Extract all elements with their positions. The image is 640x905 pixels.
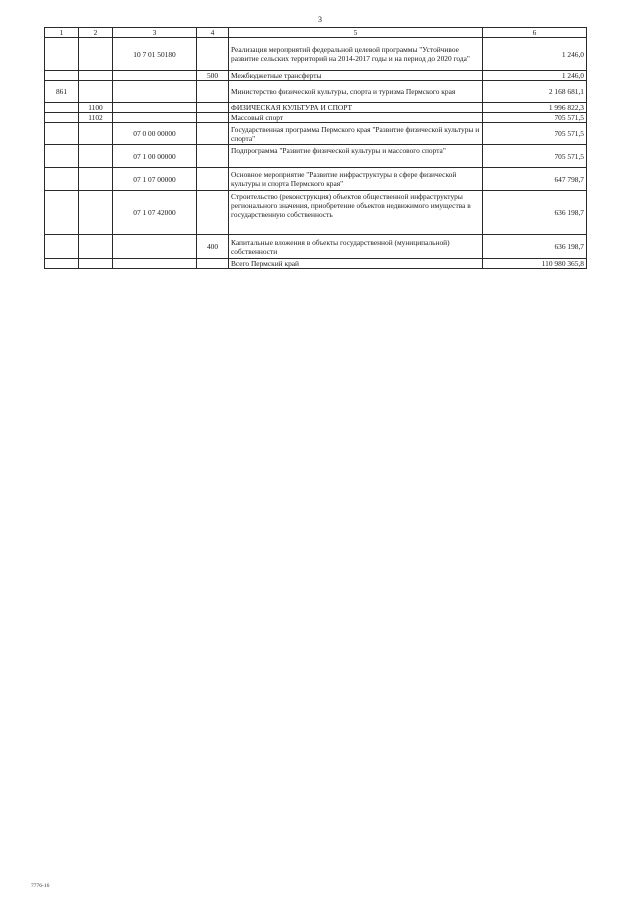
cell-target-item [113,103,197,113]
cell-agency [45,235,79,259]
cell-description: Межбюджетные трансферты [229,71,483,81]
table-row [45,113,587,123]
cell-expense-type: 400 [197,235,229,259]
cell-agency [45,71,79,81]
cell-amount: 2 168 681,1 [483,81,587,103]
header-col-6: 6 [483,28,587,38]
cell-expense-type [197,191,229,235]
cell-amount: 636 198,7 [483,191,587,235]
cell-section: 1100 [79,103,113,113]
cell-section [79,38,113,71]
cell-agency [45,123,79,145]
cell-section [79,71,113,81]
cell-section [79,259,113,269]
cell-description: Строительство (реконструкция) объектов общественной инфраструктуры регионального значения, приобретение объектов недвижимого имущества в государственную собственность [229,191,483,235]
cell-description: ФИЗИЧЕСКАЯ КУЛЬТУРА И СПОРТ [229,103,483,113]
cell-target-item [113,71,197,81]
cell-section [79,168,113,191]
table-row [45,71,587,81]
cell-target-item: 07 1 00 00000 [113,145,197,168]
cell-expense-type [197,113,229,123]
cell-description: Основное мероприятие "Развитие инфраструктуры в сфере физической культуры и спорта Пермского края" [229,168,483,191]
table-row [45,123,587,145]
cell-agency: 861 [45,81,79,103]
cell-amount: 647 798,7 [483,168,587,191]
cell-expense-type [197,168,229,191]
budget-table [44,27,587,269]
cell-description: Реализация мероприятий федеральной целевой программы "Устойчивое развитие сельских территорий на 2014-2017 годы и на период до 2020 года" [229,38,483,71]
cell-amount: 1 996 822,3 [483,103,587,113]
cell-target-item [113,81,197,103]
table-row [45,145,587,168]
cell-target-item [113,113,197,123]
cell-description: Министерство физической культуры, спорта и туризма Пермского края [229,81,483,103]
cell-expense-type [197,259,229,269]
cell-amount: 705 571,5 [483,123,587,145]
cell-agency [45,38,79,71]
cell-expense-type [197,145,229,168]
cell-agency [45,103,79,113]
cell-description: Массовый спорт [229,113,483,123]
cell-target-item [113,235,197,259]
table-row [45,191,587,235]
cell-agency [45,145,79,168]
cell-target-item [113,259,197,269]
cell-section: 1102 [79,113,113,123]
cell-amount: 1 246,0 [483,38,587,71]
footer-document-code: 7776-16 [31,883,50,889]
cell-agency [45,191,79,235]
cell-target-item: 07 1 07 42000 [113,191,197,235]
cell-expense-type [197,38,229,71]
cell-target-item: 07 1 07 00000 [113,168,197,191]
cell-target-item: 10 7 01 50180 [113,38,197,71]
cell-description: Подпрограмма "Развитие физической культуры и массового спорта" [229,145,483,168]
header-col-2: 2 [79,28,113,38]
cell-agency [45,113,79,123]
cell-amount: 705 571,5 [483,113,587,123]
table-row [45,38,587,71]
cell-amount: 705 571,5 [483,145,587,168]
cell-expense-type [197,123,229,145]
header-col-5: 5 [229,28,483,38]
cell-expense-type [197,103,229,113]
cell-agency [45,259,79,269]
header-col-4: 4 [197,28,229,38]
table-row [45,81,587,103]
cell-amount: 1 246,0 [483,71,587,81]
cell-description: Всего Пермский край [229,259,483,269]
cell-amount: 636 198,7 [483,235,587,259]
header-col-3: 3 [113,28,197,38]
page-number: 3 [318,15,322,24]
cell-agency [45,168,79,191]
cell-section [79,123,113,145]
header-row [45,28,587,38]
cell-section [79,81,113,103]
cell-expense-type [197,81,229,103]
cell-amount: 110 980 365,8 [483,259,587,269]
cell-section [79,191,113,235]
cell-section [79,145,113,168]
cell-target-item: 07 0 00 00000 [113,123,197,145]
cell-description: Капитальные вложения в объекты государственной (муниципальной) собственности [229,235,483,259]
cell-expense-type: 500 [197,71,229,81]
header-col-1: 1 [45,28,79,38]
table-row [45,103,587,113]
table-row [45,259,587,269]
table-row [45,235,587,259]
table-row [45,168,587,191]
cell-description: Государственная программа Пермского края "Развитие физической культуры и спорта" [229,123,483,145]
cell-section [79,235,113,259]
